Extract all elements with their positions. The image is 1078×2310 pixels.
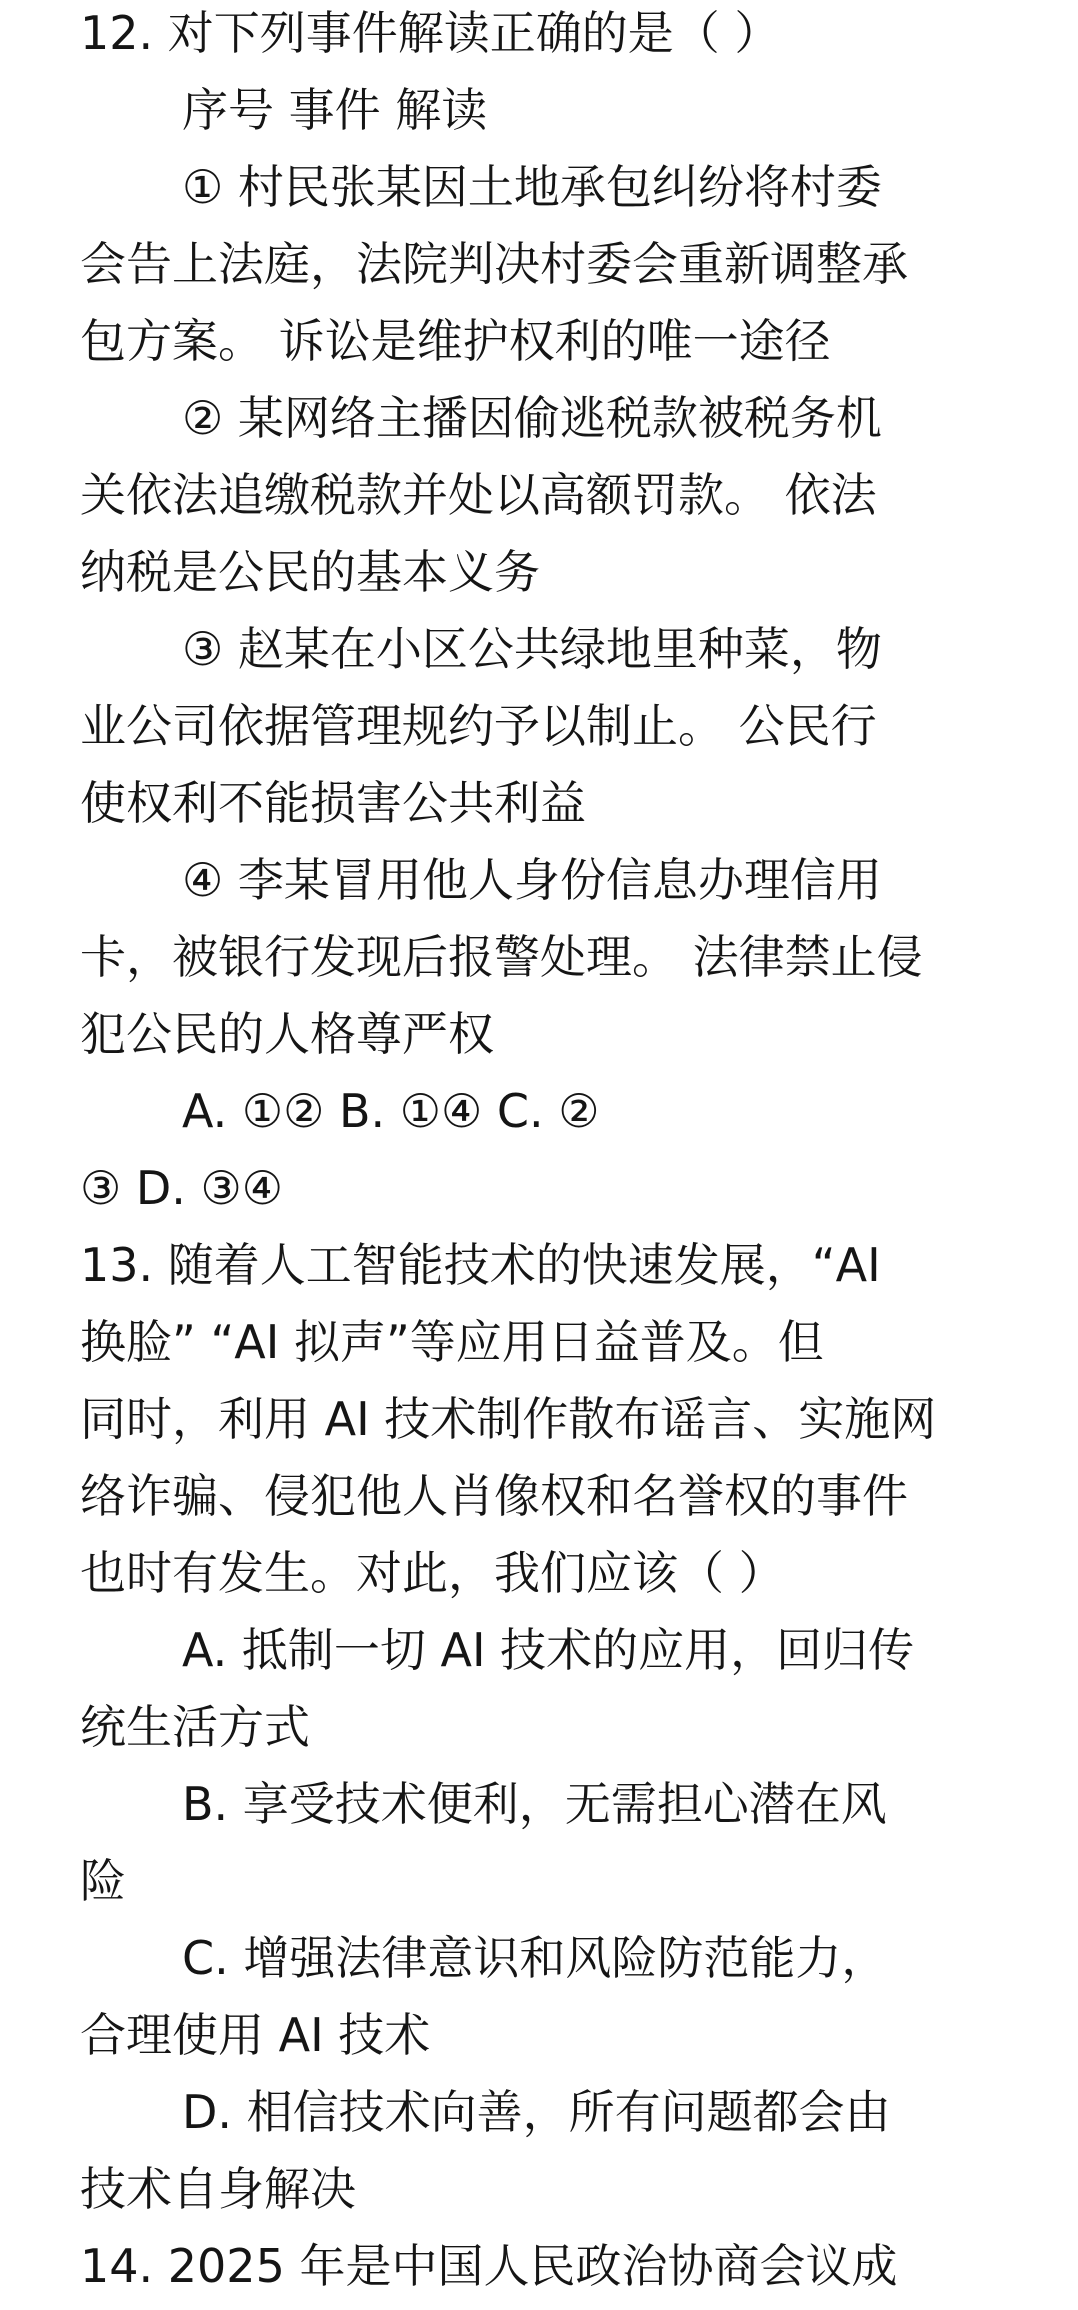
q13-stem-line-1: 13. 随着人工智能技术的快速发展，“AI [80,1238,881,1292]
q12-options-line-1: A. ①② B. ①④ C. ② [182,1084,600,1138]
q12-event-2-line-1: ② 某网络主播因偷逃税款被税务机 [182,391,882,445]
q13-stem-line-3: 同时，利用 AI 技术制作散布谣言、实施网 [80,1392,937,1446]
q12-event-2-line-3: 纳税是公民的基本义务 [80,545,540,599]
q12-event-3-line-1: ③ 赵某在小区公共绿地里种菜，物 [182,622,882,676]
q12-event-4-line-2: 卡，被银行发现后报警处理。 法律禁止侵 [80,930,923,984]
q12-table-header: 序号 事件 解读 [182,83,488,137]
q12-event-1-line-2: 会告上法庭，法院判决村委会重新调整承 [80,237,908,291]
q12-event-1-line-1: ① 村民张某因土地承包纠纷将村委 [182,160,882,214]
q12-stem-line: 12. 对下列事件解读正确的是（ ） [80,6,781,60]
q13-option-a-line-1: A. 抵制一切 AI 技术的应用，回归传 [182,1623,915,1677]
q12-event-3-line-3: 使权利不能损害公共利益 [80,776,586,830]
q13-option-a-line-2: 统生活方式 [80,1700,310,1754]
q13-stem-line-4: 络诈骗、侵犯他人肖像权和名誉权的事件 [80,1469,908,1523]
q13-option-b-line-1: B. 享受技术便利，无需担心潜在风 [182,1777,887,1831]
q13-option-b-line-2: 险 [80,1854,126,1908]
document-page [80,0,1000,2310]
q13-option-d-line-2: 技术自身解决 [80,2162,356,2216]
q12-event-1-line-3: 包方案。 诉讼是维护权利的唯一途径 [80,314,831,368]
q12-event-4-line-1: ④ 李某冒用他人身份信息办理信用 [182,853,882,907]
q12-event-2-line-2: 关依法追缴税款并处以高额罚款。 依法 [80,468,877,522]
q13-option-c-line-1: C. 增强法律意识和风险防范能力， [182,1931,888,1985]
q12-event-3-line-2: 业公司依据管理规约予以制止。 公民行 [80,699,877,753]
q13-option-c-line-2: 合理使用 AI 技术 [80,2008,431,2062]
q12-event-4-line-3: 犯公民的人格尊严权 [80,1007,494,1061]
q12-options-line-2: ③ D. ③④ [80,1161,284,1215]
q13-stem-line-5: 也时有发生。对此，我们应该（ ） [80,1546,785,1600]
q14-stem-line-1: 14. 2025 年是中国人民政治协商会议成 [80,2239,898,2293]
q13-option-d-line-1: D. 相信技术向善，所有问题都会由 [182,2085,891,2139]
q13-stem-line-2: 换脸” “AI 拟声”等应用日益普及。但 [80,1315,824,1369]
